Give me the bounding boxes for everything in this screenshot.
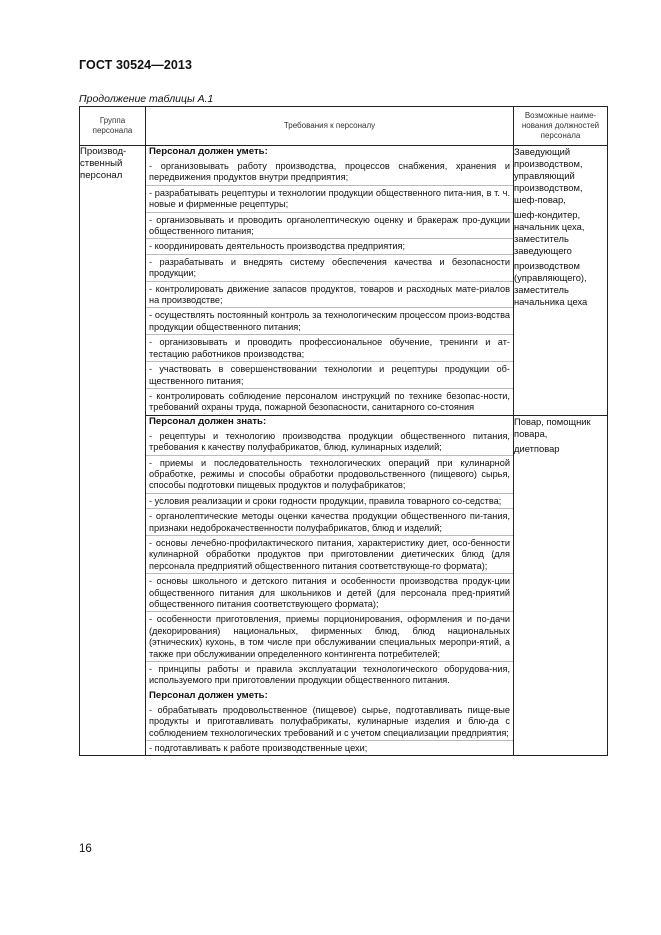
list-item: - основы лечебно-профилактического питания, характеристику диет, осо-бенности кулинарной обработки продуктов при приготовлении диетических блюд (для персонала предприятий общественного питания соответствующе-го формата); (146, 535, 513, 573)
block-title-know: Персонал должен знать: (149, 415, 267, 427)
positions-cell (514, 146, 608, 416)
list-item: - разрабатывать и внедрять систему обеспечения качества и безопасности продукции; (146, 254, 513, 281)
list-item: - органолептические методы оценки качества продукции общественного пи-тания, признаки недоброкачественности полуфабрикатов, блюд и изделий; (146, 508, 513, 535)
table-header-row (80, 107, 608, 146)
group-line: ственный (80, 158, 123, 169)
list-item: - организовывать работу производства, процессов снабжения, хранения и передвижения продуктов внутри предприятия; (149, 161, 510, 183)
list-item: - подготавливать к работе производственные цехи; (146, 740, 513, 755)
list-item: - организовывать и проводить профессиональное обучение, тренинги и ат-тестацию работников производства; (146, 334, 513, 361)
page-number: 16 (79, 843, 92, 855)
position-line: начальник цеха, (514, 221, 585, 232)
position-line: заместитель (514, 233, 569, 244)
position-line: начальника цеха (514, 296, 588, 307)
position-line: (управляющего), (514, 272, 587, 283)
list-item: - принципы работы и правила эксплуатации технологического оборудова-ния, используемого при приготовлении продукции общественного питания. (146, 661, 513, 688)
group-line: Производ- (80, 146, 127, 157)
group-line: персонал (80, 170, 123, 181)
header-group (80, 107, 146, 146)
document-header: ГОСТ 30524—2013 (79, 58, 193, 72)
list-item: - приемы и последовательность технологических операций при кулинарной обработке, режимы и способы обработки продовольственного (пищевого) сырья, способы подготовки пищевых продуктов и полуфабрикатов; (146, 455, 513, 493)
list-item: - разрабатывать рецептуры и технологии продукции общественного пита-ния, в т. ч. новые и фирменные рецептуры; (146, 185, 513, 212)
list-item: - обрабатывать продовольственное (пищевое) сырье, подготавливать пище-вые продукты и приготавливать полуфабрикаты, кулинарные изделия и блю-да с соблюдением технологических требований и с учетом специализации предприятия; (149, 704, 510, 738)
position-line: шеф-кондитер, (514, 209, 581, 220)
list-item: - основы школьного и детского питания и особенности производства продук-ции общественного питания для школьников и детей (для персонала пред-приятий общественного питания соответствующего формата); (146, 573, 513, 611)
position-line: производством (514, 260, 580, 271)
position-line: шеф-повар, (514, 194, 566, 205)
header-group-line: Группа (99, 116, 126, 125)
header-group-line: персонала (92, 126, 133, 135)
header-positions (514, 107, 608, 146)
table-row (80, 415, 608, 756)
list-item: - координировать деятельность производства предприятия; (146, 238, 513, 253)
table-row (80, 146, 608, 416)
list-item: - осуществлять постоянный контроль за технологическим процессом произ-водства продукции общественного питания; (146, 307, 513, 334)
list-item: - организовывать и проводить органолептическую оценку и бракераж про-дукции общественного питания; (146, 212, 513, 239)
position-line: производством, (514, 158, 583, 169)
requirements-table (79, 106, 608, 756)
group-cell (80, 146, 146, 756)
position-line: заместитель (514, 284, 569, 295)
list-item: - особенности приготовления, приемы порционирования, оформления и по-дачи (декорирования) национальных, фирменных блюд, блюд национальных (этнических) кухонь, в том числе при обслуживании специальных меропри-ятий, а также при обслуживании определенного контингента потребителей; (146, 611, 513, 661)
requirements-cell (146, 146, 514, 416)
list-item: - контролировать движение запасов продуктов, товаров и расходных мате-риалов на производстве; (146, 281, 513, 308)
positions-cell (514, 415, 608, 756)
header-positions-line: Возможные наиме- (524, 111, 597, 120)
requirements-cell (146, 415, 514, 756)
block-title-can: Персонал должен уметь: (149, 689, 268, 701)
header-positions-line: персонала (540, 131, 581, 140)
position-line: производством, (514, 182, 583, 193)
header-positions-line: нования должностей (521, 121, 600, 130)
table-caption: Продолжение таблицы А.1 (79, 93, 214, 105)
position-line: диетповар (514, 442, 560, 454)
position-line: заведующего (514, 245, 572, 256)
list-item: - контролировать соблюдение персоналом инструкций по технике безопас-ности, требований охраны труда, пожарной безопасности, санитарного со-стояния (146, 388, 513, 415)
list-item: - рецептуры и технологию производства продукции общественного питания, требования к качеству полуфабрикатов, блюд, кулинарных изделий; (149, 430, 510, 453)
list-item: - условия реализации и сроки годности продукции, правила товарного со-седства; (146, 493, 513, 508)
list-item: - участвовать в совершенствовании технологии и рецептуры продукции об-щественного питания; (146, 361, 513, 388)
position-line: Заведующий (514, 146, 571, 157)
position-line: управляющий (514, 170, 575, 181)
position-line: повара, (514, 427, 548, 439)
header-requirements: Требования к персоналу (146, 107, 514, 146)
block-title-can: Персонал должен уметь: (149, 146, 268, 157)
position-line: Повар, помощник (514, 415, 591, 427)
